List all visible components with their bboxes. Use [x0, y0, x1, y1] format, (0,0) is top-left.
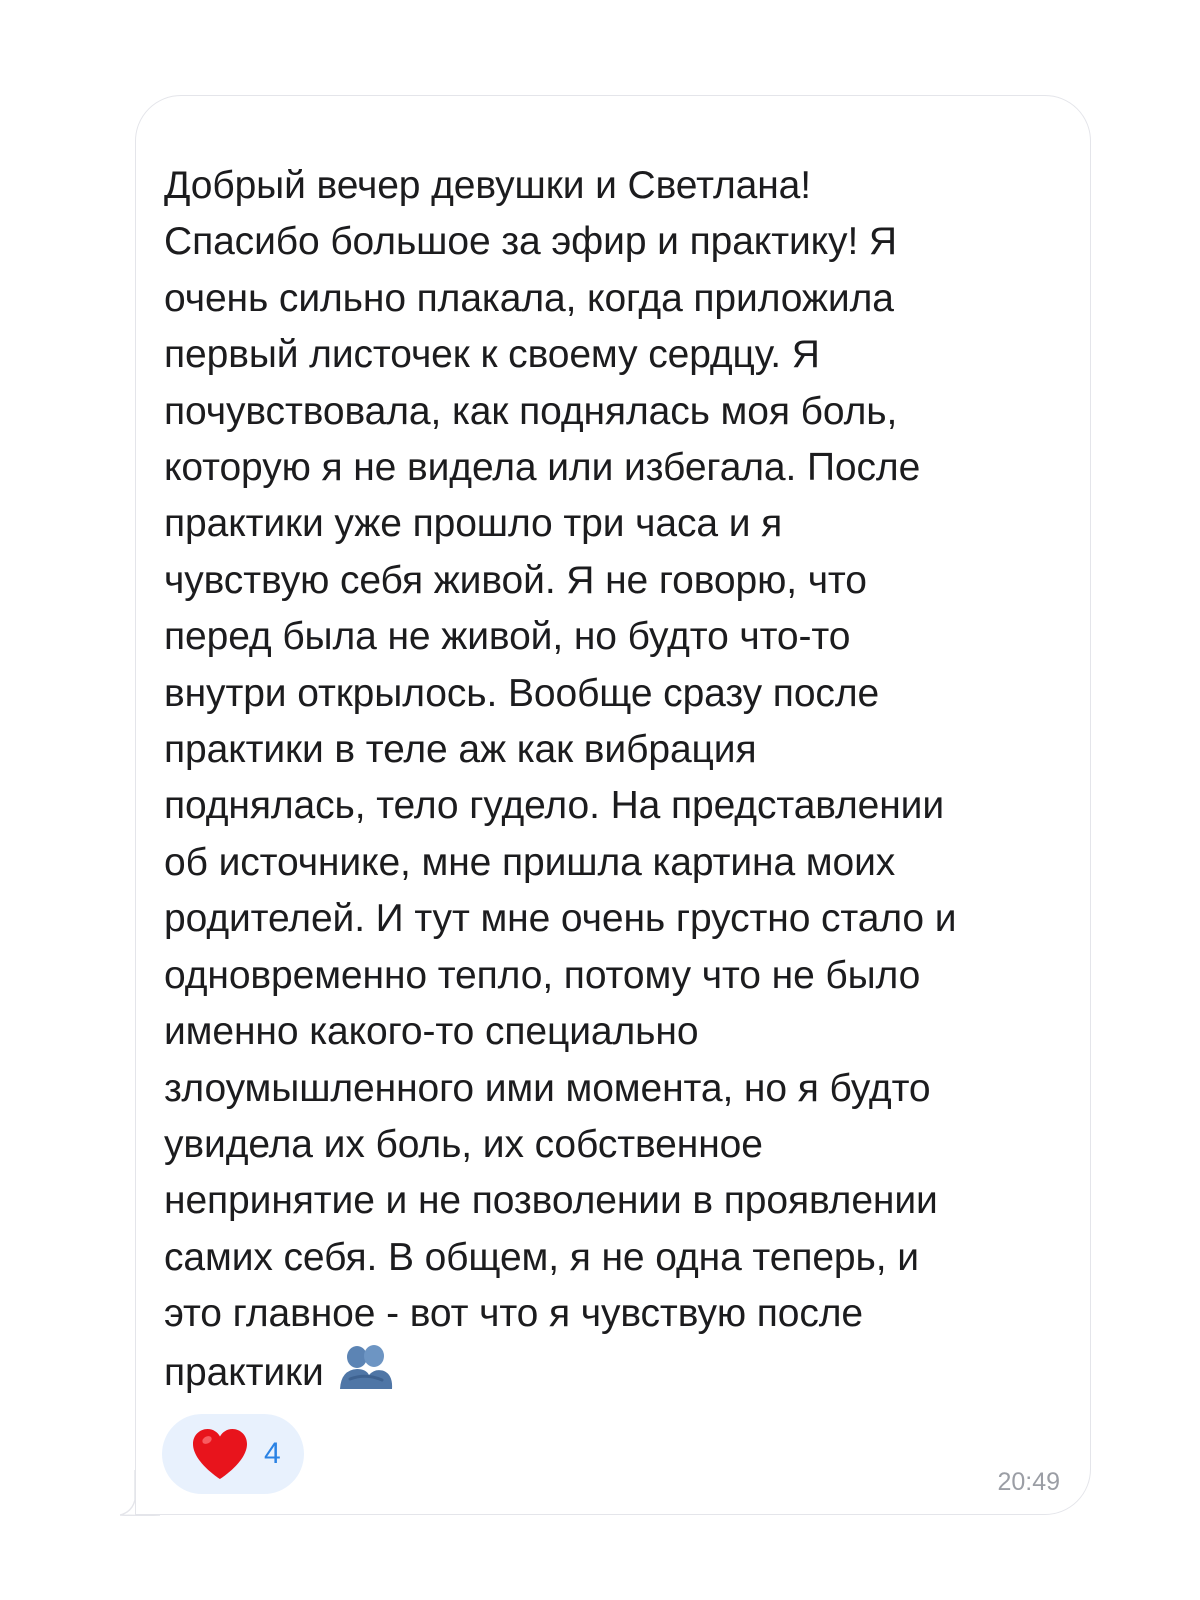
message-text — [164, 158, 1074, 1401]
message-timestamp: 20:49 — [997, 1468, 1060, 1496]
message-line: непринятие и не позволении в проявлении — [164, 1179, 938, 1223]
red-heart-icon — [190, 1427, 250, 1481]
reaction-button[interactable] — [162, 1414, 304, 1494]
message-line: поднялась, тело гудело. На представлении — [164, 784, 945, 828]
message-line: практики уже прошло три часа и я — [164, 502, 783, 546]
message-line: Спасибо большое за эфир и практику! Я — [164, 220, 897, 264]
message-line: практики — [164, 1350, 324, 1394]
message-line: внутри открылось. Вообще сразу после — [164, 671, 880, 715]
message-line: увидела их боль, их собственное — [164, 1122, 763, 1166]
message-line: одновременно тепло, потому что не было — [164, 953, 921, 997]
message-bubble[interactable] — [135, 95, 1091, 1515]
message-line: родителей. И тут мне очень грустно стало и — [164, 897, 957, 941]
message-line: это главное - вот что я чувствую после — [164, 1292, 864, 1336]
message-line: очень сильно плакала, когда приложила — [164, 276, 894, 320]
people-hugging-icon — [338, 1343, 394, 1391]
message-line: почувствовала, как поднялась моя боль, — [164, 389, 898, 433]
message-line: практики в теле аж как вибрация — [164, 728, 757, 772]
message-line: именно какого-то специально — [164, 1010, 699, 1054]
message-line: чувствую себя живой. Я не говорю, что — [164, 558, 867, 602]
message-line: Добрый вечер девушки и Светлана! — [164, 164, 811, 207]
message-line: об источнике, мне пришла картина моих — [164, 840, 896, 884]
message-line: злоумышленного ими момента, но я будто — [164, 1066, 931, 1110]
message-line: перед была не живой, но будто что-то — [164, 615, 851, 659]
reaction-count: 4 — [264, 1437, 281, 1470]
message-line: самих себя. В общем, я не одна теперь, и — [164, 1235, 919, 1279]
message-line: первый листочек к своему сердцу. Я — [164, 333, 820, 377]
message-line: которую я не видела или избегала. После — [164, 446, 921, 490]
